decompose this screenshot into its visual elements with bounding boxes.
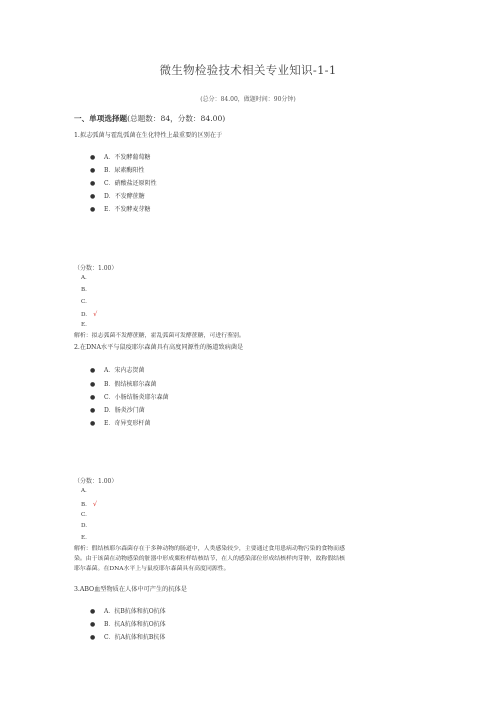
option-item xyxy=(90,178,157,187)
option-item xyxy=(90,392,169,401)
option-item xyxy=(90,418,150,427)
page-subtitle: (总分：84.00，做题时间：90分钟) xyxy=(200,96,296,103)
option-label: C．小肠结肠炎耶尔森菌 xyxy=(104,394,169,401)
bullet-icon: ● xyxy=(90,407,96,414)
option-item xyxy=(90,191,145,200)
check-mark-icon: √ xyxy=(93,310,98,318)
question-stem: 1.拟志弧菌与霍乱弧菌在生化特性上最重要的区别在于 xyxy=(74,132,223,139)
answer-option: A. xyxy=(81,488,87,494)
option-label: D．肠炎沙门菌 xyxy=(104,407,145,414)
answer-option-correct xyxy=(81,500,97,508)
option-label: E．奇异变形杆菌 xyxy=(104,420,151,427)
section-meta: (总题数：84，分数：84.00) xyxy=(127,114,226,123)
bullet-icon: ● xyxy=(90,420,96,427)
question-score: （分数：1.00） xyxy=(74,265,118,272)
page-title: 微生物检验技术相关专业知识-1-1 xyxy=(159,63,337,77)
option-item xyxy=(90,204,150,213)
option-label: D．不发酵蔗糖 xyxy=(104,193,145,200)
bullet-icon: ● xyxy=(90,154,96,161)
option-label: C．硝酸盐还原阴性 xyxy=(104,180,157,187)
answer-option: C. xyxy=(81,512,87,518)
answer-option: E. xyxy=(81,322,87,328)
explanation-line: 耶尔森菌。在DNA水平上与鼠疫耶尔森菌具有高度同源性。 xyxy=(74,566,230,573)
explanation-line: 染。由于该菌在动物感染的脏器中形成粟粒样结核结节，在人的感染部位形成结核样肉芽肿，故称假结核 xyxy=(74,556,345,563)
bullet-icon: ● xyxy=(90,167,96,174)
section-title: 一、单项选择题 xyxy=(74,114,128,123)
check-mark-icon: √ xyxy=(92,500,98,508)
option-item xyxy=(90,632,165,641)
answer-option: D. xyxy=(81,523,88,529)
bullet-icon: ● xyxy=(90,206,96,213)
bullet-icon: ● xyxy=(90,367,96,374)
option-label: A．宋内志贺菌 xyxy=(104,367,145,374)
option-item xyxy=(90,606,166,615)
bullet-icon: ● xyxy=(90,193,96,200)
answer-option: A. xyxy=(81,275,87,281)
option-item xyxy=(90,619,166,628)
answer-option-correct xyxy=(81,310,97,318)
option-label: B．抗A抗体和抗O抗体 xyxy=(104,621,166,628)
section-heading xyxy=(74,113,225,124)
option-item xyxy=(90,365,144,374)
option-label: B．尿素酶阳性 xyxy=(104,167,145,174)
option-label: B．假结核耶尔森菌 xyxy=(104,381,157,388)
question-explanation: 解析：拟志弧菌不发酵蔗糖，霍乱弧菌可发酵蔗糖，可进行鉴别。 xyxy=(74,333,245,339)
bullet-icon: ● xyxy=(90,634,96,641)
option-label: A．不发酵葡萄糖 xyxy=(104,154,151,161)
question-score: （分数：1.00） xyxy=(74,478,118,485)
option-item xyxy=(90,165,144,174)
option-item xyxy=(90,379,156,388)
option-item xyxy=(90,405,145,414)
bullet-icon: ● xyxy=(90,621,96,628)
answer-label: B. xyxy=(81,502,87,508)
answer-option: E. xyxy=(81,535,87,541)
answer-label: D. xyxy=(81,312,88,318)
bullet-icon: ● xyxy=(90,381,96,388)
option-label: A．抗B抗体和抗O抗体 xyxy=(104,608,166,615)
question-stem: 2.在DNA水平与鼠疫耶尔森菌具有高度同源性的肠道致病菌是 xyxy=(74,344,244,351)
answer-option: C. xyxy=(81,299,87,305)
bullet-icon: ● xyxy=(90,608,96,615)
explanation-line: 解析：假结核耶尔森菌存在于多种动物的肠道中，人类感染较少，主要通过食用患病动物污染的食物而感 xyxy=(74,546,345,552)
question-stem: 3.ABO血型物质在人体中可产生的抗体是 xyxy=(74,586,187,593)
answer-option: B. xyxy=(81,287,87,293)
option-item xyxy=(90,152,150,161)
option-label: E．不发酵麦芽糖 xyxy=(104,206,151,213)
question-explanation xyxy=(74,544,426,575)
bullet-icon: ● xyxy=(90,180,96,187)
option-label: C．抗A抗体和抗B抗体 xyxy=(104,634,166,641)
bullet-icon: ● xyxy=(90,394,96,401)
